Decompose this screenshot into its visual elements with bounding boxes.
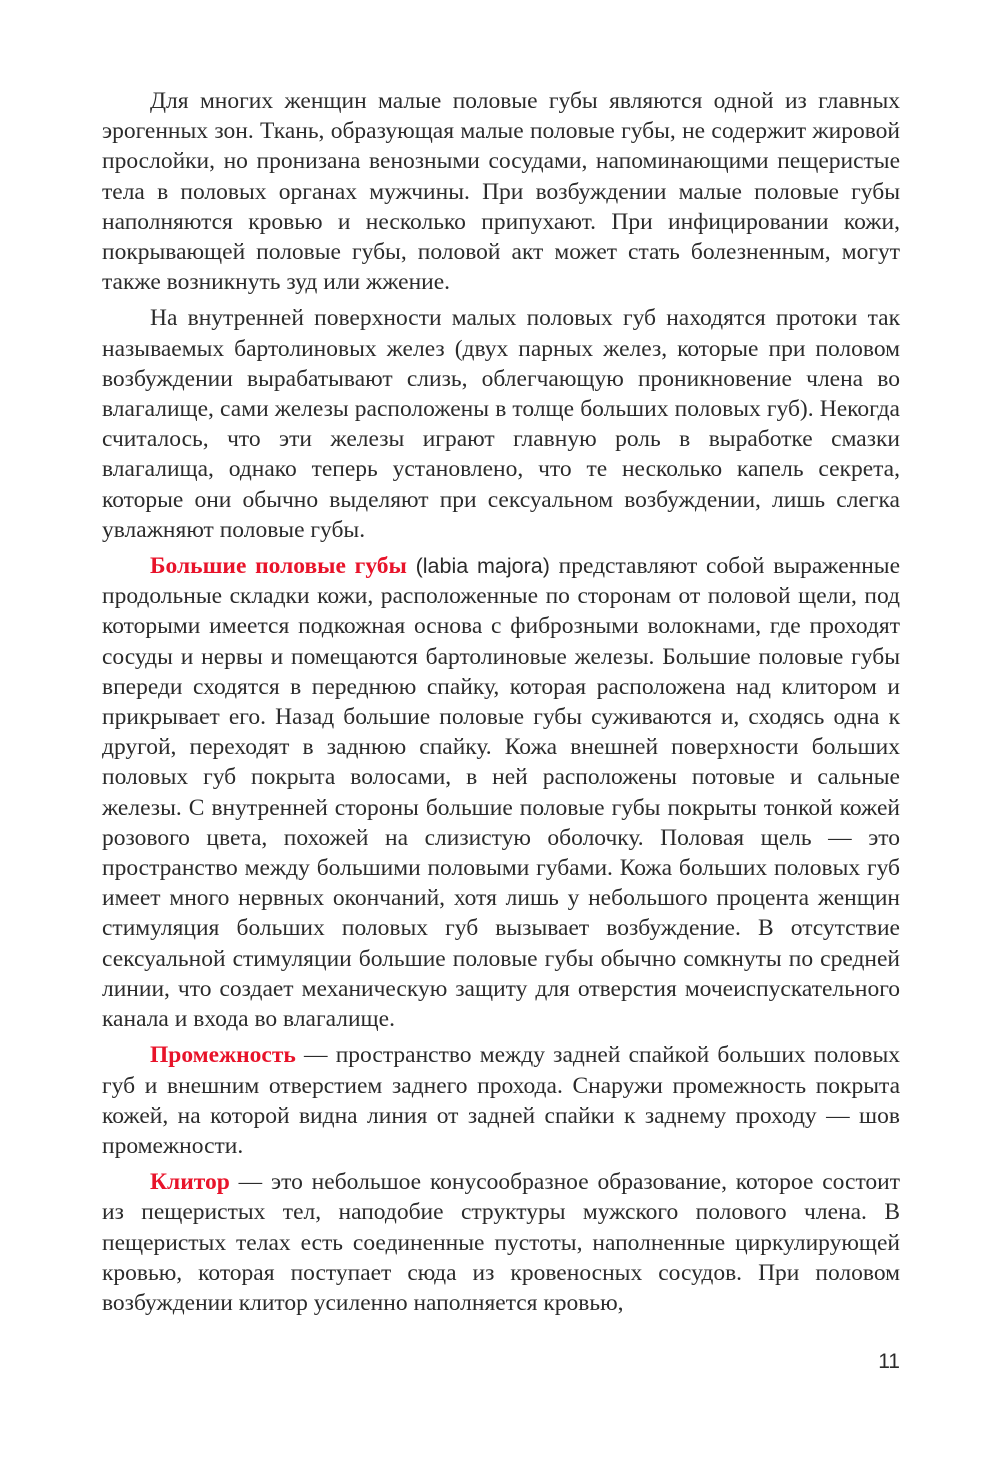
page-body [102, 86, 900, 1324]
paragraph-clitoris [102, 1167, 900, 1318]
paragraph-labia-minora [102, 86, 900, 297]
paragraph-text: Для многих женщин малые половые губы являются одной из главных эрогенных зон. Ткань, образующая малые половые губы, не содержит жировой прослойки, но пронизана венозными сосудами, напоминающими пещеристые тела в половых органах мужчины. При возбуждении малые половые губы наполняются кровью и несколько припухают. При инфицировании кожи, покрывающей половые губы, половой акт может стать болезненным, могут также возникнуть зуд или жжение. [102, 88, 900, 296]
term-clitoris: Клитор [150, 1169, 230, 1196]
paragraph-text: На внутренней поверхности малых половых губ находятся протоки так называемых бартолиновых желез (двух парных желез, которые при половом возбуждении вырабатывают слизь, облегчающую проникновение члена во влагалище, сами железы расположены в толще больших половых губ). Некогда считалось, что эти железы играют главную роль в выработке смазки влагалища, однако теперь установлено, что те несколько капель секрета, которые они обычно выделяют при сексуальном возбуждении, лишь слегка увлажняют половые губы. [102, 305, 900, 543]
term-perineum: Промежность [150, 1042, 296, 1069]
paragraph-labia-majora [102, 551, 900, 1034]
paragraph-text: — это небольшое конусообразное образование, которое состоит из пещеристых тел, наподобие структуры мужского полового члена. В пещеристых телах есть соединенные пустоты, наполненные циркулирующей кровью, которая поступает сюда из кровеносных сосудов. При половом возбуждении клитор усиленно наполняется кровью, [102, 1169, 900, 1316]
page-number: 11 [878, 1350, 900, 1373]
latin-term: (labia majora) [415, 554, 550, 579]
term-labia-majora: Большие половые губы [150, 553, 407, 580]
paragraph-text: представляют собой выраженные продольные складки кожи, расположенные по сторонам от половой щели, под которыми имеется подкожная основа с фиброзными волокнами, где проходят сосуды и нервы и помещаются бартолиновые железы. Большие половые губы впереди сходятся в переднюю спайку, которая расположена над клитором и прикрывает его. Назад большие половые губы суживаются и, сходясь одна к другой, переходят в заднюю спайку. Кожа внешней поверхности больших половых губ покрыта волосами, в ней расположены потовые и сальные железы. С внутренней стороны большие половые губы покрыты тонкой кожей розового цвета, похожей на слизистую оболочку. Половая щель — это пространство между большими половыми губами. Кожа больших половых губ имеет много нервных окончаний, хотя лишь у небольшого процента женщин стимуляция больших половых губ вызывает возбуждение. В отсутствие сексуальной стимуляции большие половые губы обычно сомкнуты по средней линии, что создает механическую защиту для отверстия мочеиспускательного канала и входа во влагалище. [102, 553, 901, 1033]
paragraph-text: — пространство между задней спайкой больших половых губ и внешним отверстием заднего прохода. Снаружи промежность покрыта кожей, на которой видна линия от задней спайки к заднему проходу — шов промежности. [102, 1042, 900, 1159]
paragraph-bartholin-glands [102, 303, 900, 545]
paragraph-perineum [102, 1040, 900, 1161]
